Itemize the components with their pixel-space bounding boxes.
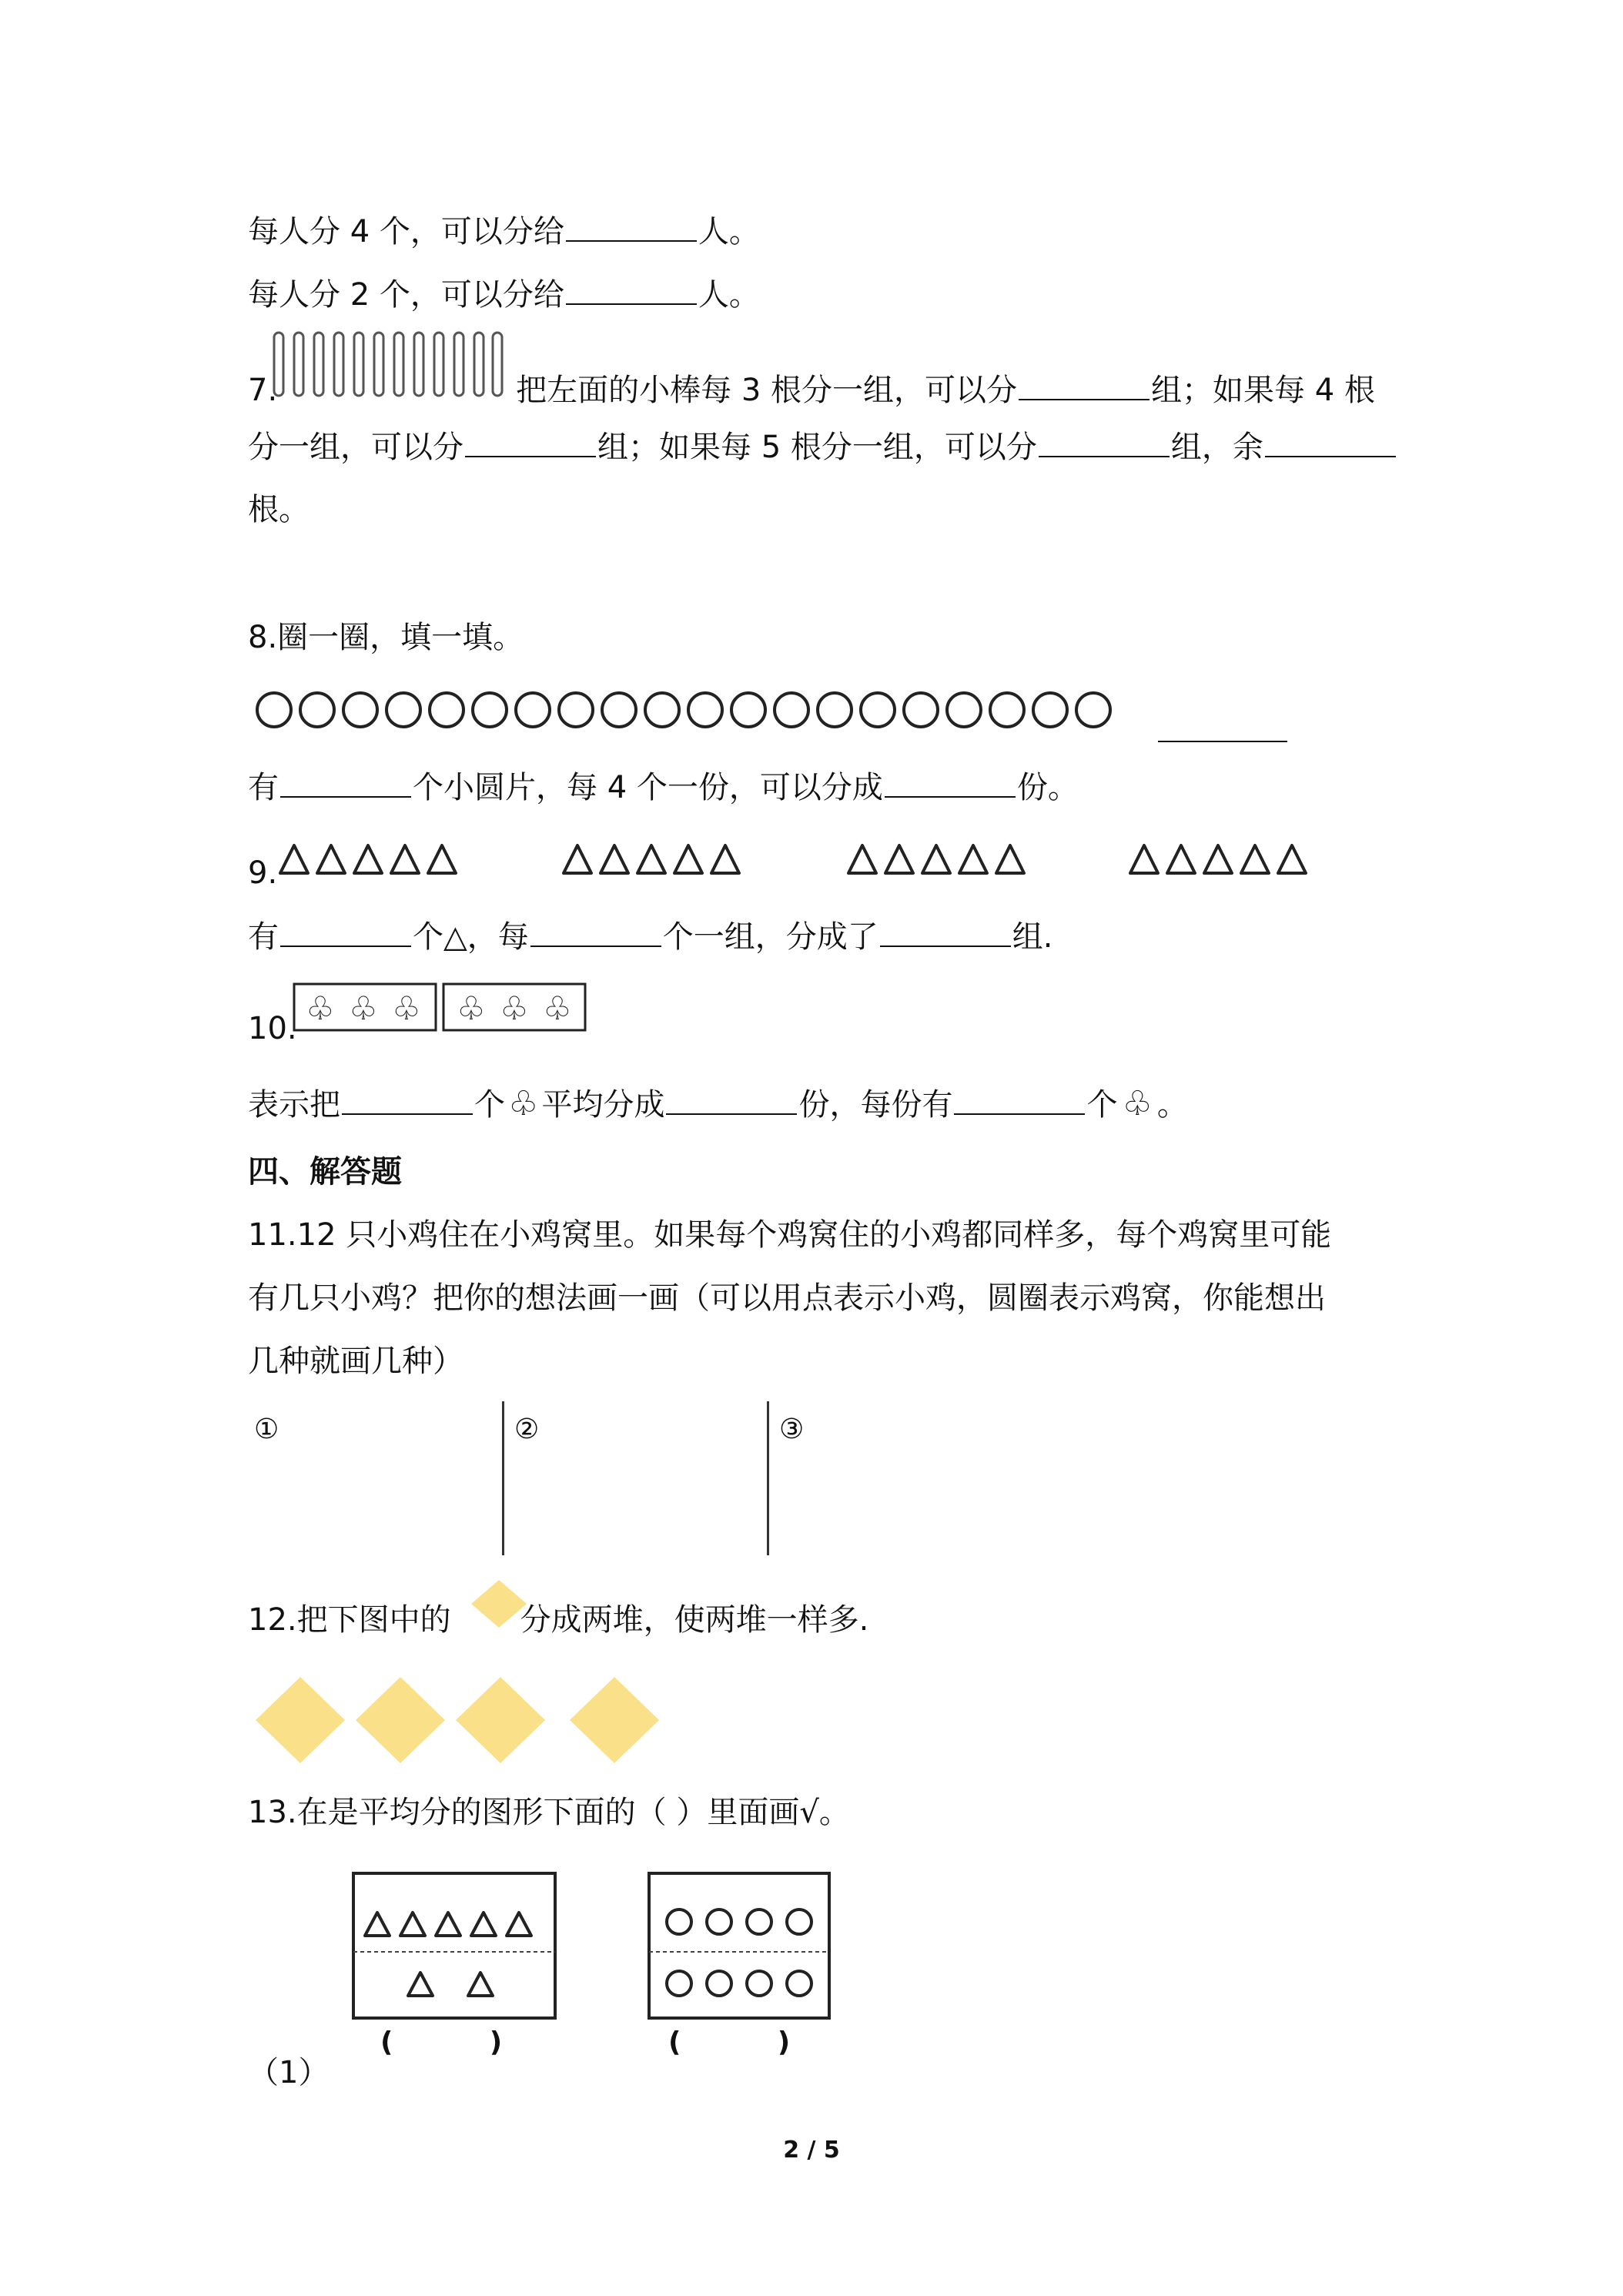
svg-text:♧: ♧: [500, 989, 529, 1027]
clover-icon: ♧: [1122, 1084, 1153, 1123]
q6-line-b: 每人分 2 个，可以分给 人。: [248, 273, 760, 316]
svg-text:♧: ♧: [349, 989, 378, 1027]
clover-boxes: [293, 982, 593, 1032]
clover-icon: ♧: [508, 1084, 539, 1123]
svg-text:♧: ♧: [457, 989, 486, 1027]
diamond-icon: [470, 1578, 528, 1629]
circles-answer-blank[interactable]: [1158, 741, 1287, 742]
section-heading: 四、解答题: [248, 1154, 402, 1190]
circle-box-figure: [647, 1871, 832, 2022]
circles-row: [254, 688, 1139, 731]
answer-blank[interactable]: [280, 915, 411, 947]
q7-line-3: 根。: [248, 492, 310, 527]
answer-blank[interactable]: [1019, 368, 1149, 400]
answer-blank[interactable]: [280, 765, 411, 798]
sticks-image: [273, 331, 504, 400]
answer-blank[interactable]: [566, 209, 697, 242]
divider-2: [767, 1401, 769, 1555]
q9-number: 9.: [248, 855, 278, 891]
q8-title: 8.圈一圈，填一填。: [248, 620, 524, 655]
svg-text:♧: ♧: [543, 989, 572, 1027]
diamonds-row: [254, 1675, 670, 1765]
q12-line: 12.把下图中的 分成两堆，使两堆一样多.: [248, 1602, 869, 1638]
answer-blank[interactable]: [666, 1083, 797, 1115]
answer-blank[interactable]: [465, 425, 596, 457]
answer-paren-1[interactable]: ( ): [380, 2027, 503, 2058]
answer-blank[interactable]: [530, 915, 661, 947]
q7-line-2: 分一组，可以分 组；如果每 5 根分一组，可以分 组，余: [248, 425, 1397, 469]
svg-text:♧: ♧: [306, 989, 335, 1027]
q10-line: 表示把 个♧ 平均分成 份，每份有 个 ♧ 。: [248, 1084, 1188, 1123]
drawing-area-1-label: ①: [254, 1414, 279, 1445]
q11-line-3: 几种就画几种）: [248, 1344, 463, 1379]
q13-title: 13.在是平均分的图形下面的（ ）里面画√。: [248, 1795, 850, 1830]
q10-number: 10.: [248, 1011, 297, 1046]
q9-line: 有 个△，每 个一组，分成了 组.: [248, 915, 1052, 959]
answer-blank[interactable]: [880, 915, 1011, 947]
q11-line-2: 有几只小鸡？把你的想法画一画（可以用点表示小鸡，圆圈表示鸡窝，你能想出: [248, 1280, 1326, 1316]
q6-line-a: 每人分 4 个，可以分给 人。: [248, 209, 760, 253]
q7-line-1: 7. 把左面的小棒每 3 根分一组，可以分 组；如果每 4 根: [248, 368, 1375, 412]
answer-blank[interactable]: [1265, 425, 1396, 457]
q11-line-1: 11.12 只小鸡住在小鸡窝里。如果每个鸡窝住的小鸡都同样多，每个鸡窝里可能: [248, 1217, 1332, 1253]
divider-1: [502, 1401, 504, 1555]
triangles-groups: [277, 839, 1340, 876]
answer-blank[interactable]: [954, 1083, 1085, 1115]
q13-part-label: （1）: [248, 2055, 330, 2090]
drawing-area-3-label: ③: [779, 1414, 805, 1445]
drawing-area-2-label: ②: [514, 1414, 540, 1445]
answer-paren-2[interactable]: ( ): [668, 2027, 791, 2058]
answer-blank[interactable]: [566, 273, 697, 305]
answer-blank[interactable]: [342, 1083, 473, 1115]
answer-blank[interactable]: [885, 765, 1016, 798]
answer-blank[interactable]: [1039, 425, 1170, 457]
triangle-box-figure: [351, 1871, 559, 2022]
q8-line: 有 个小圆片，每 4 个一份，可以分成 份。: [248, 765, 1079, 809]
svg-text:♧: ♧: [392, 989, 421, 1027]
page-number: 2 / 5: [783, 2137, 840, 2164]
